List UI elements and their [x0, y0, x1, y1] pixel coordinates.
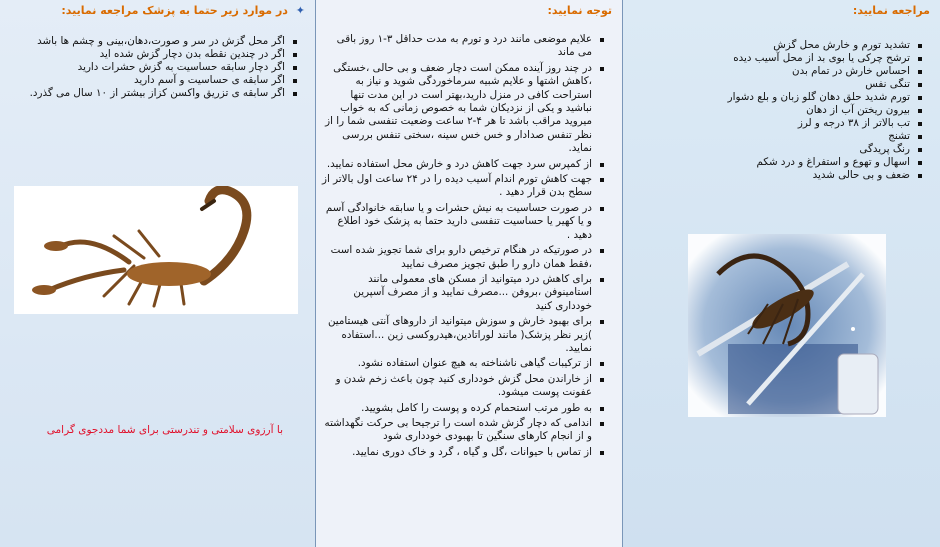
list-item: ترشح چرکی یا بوی بد از محل آسیب دیده — [629, 52, 922, 65]
list-item: اگر در چندین نقطه بدن دچار گزش شده اید — [6, 48, 297, 61]
list-item: اگر دچار سابقه حساسیت به گزش حشرات دارید — [6, 61, 297, 74]
scorpion-image — [14, 186, 298, 314]
scorpion-lab-image — [688, 234, 886, 417]
list-item: اندامی که دچار گزش شده است را ترجیحا بی حرکت نگهداشته و از انجام کارهای سنگین تا بهبودی خودداری شود — [322, 417, 604, 444]
farewell-message: با آرزوی سلامتی و تندرستی برای شما مددجوی گرامی — [46, 424, 283, 436]
list-item: از کمپرس سرد جهت کاهش درد و خارش محل استفاده نمایید. — [322, 158, 604, 171]
list-item: اگر سابقه ی تزریق واکسن کزاز بیشتر از ۱۰ سال می گذرد. — [6, 87, 297, 100]
list-item: اسهال و تهوع و استفراغ و درد شکم — [629, 156, 922, 169]
column-heading: توجه نمایید: — [547, 4, 612, 17]
symptom-list — [623, 39, 940, 182]
list-item: برای بهبود خارش و سوزش میتوانید از داروهای آنتی هیستامین )زیر نظر پزشک( مانند لوراتادین،هیدروکسی زین ...استفاده نمایید. — [322, 315, 604, 355]
list-item: تنگی نفس — [629, 78, 922, 91]
list-item: تشنج — [629, 130, 922, 143]
list-item: به طور مرتب استحمام کرده و پوست را کامل بشویید. — [322, 402, 604, 415]
list-item: تب بالاتر از ۳۸ درجه و لرز — [629, 117, 922, 130]
column-heading: مراجعه نمایید: — [852, 4, 930, 17]
condition-list — [0, 35, 315, 100]
star-icon: ✦ — [295, 4, 305, 17]
list-item: تشدید تورم و خارش محل گزش — [629, 39, 922, 52]
list-item: احساس خارش در تمام بدن — [629, 65, 922, 78]
column-attention — [315, 0, 622, 547]
list-item: از خاراندن محل گزش خودداری کنید چون باعث زخم شدن و عفونت پوست میشود. — [322, 373, 604, 400]
list-item: اگر سابقه ی حساسیت و آسم دارید — [6, 74, 297, 87]
list-item: در چند روز آینده ممکن است دچار ضعف و بی حالی ،خستگی ،کاهش اشتها و علایم شبیه سرماخوردگی شوید و نیاز به استراحت کافی در منزل دارید،بهتر است در این مدت تنها نباشید و یکی از نزدیکان شما به خصوص زمانی که به خواب میروید مراقب باشد تا هر ۴-۲ ساعت وضعیت تنفسی شما را از نظر تنفس صدادار و خس خس سینه ،سختی تنفس بررسی نماید. — [322, 62, 604, 156]
list-item: در صورت حساسیت به نیش حشرات و یا سابقه خانوادگی آسم و یا کهیر یا حساسیت تنفسی دارید حتما به پزشک خود اطلاع دهید . — [322, 202, 604, 242]
list-item: در صورتیکه در هنگام ترخیص دارو برای شما تجویز شده است ،فقط همان دارو را طبق تجویز مصرف نمایید — [322, 244, 604, 271]
advice-list — [316, 33, 622, 459]
list-item: تورم شدید حلق دهان گلو زبان و بلع دشوار — [629, 91, 922, 104]
list-item: جهت کاهش تورم اندام آسیب دیده را در ۲۴ ساعت اول بالاتر از سطح بدن قرار دهید . — [322, 173, 604, 200]
list-item: برای کاهش درد میتوانید از مسکن های معمولی مانند استامینوفن ،بروفن ...مصرف نمایید و از مصرف آسپرین خودداری کنید — [322, 273, 604, 313]
list-item: از ترکیبات گیاهی ناشناخته به هیچ عنوان استفاده نشود. — [322, 357, 604, 370]
list-item: رنگ پریدگی — [629, 143, 922, 156]
column-heading-text: در موارد زیر حتما به پزشک مراجعه نمایید: — [61, 4, 288, 17]
list-item: از تماس با حیوانات ،گل و گیاه ، گرد و خاک دوری نمایید. — [322, 446, 604, 459]
column-heading — [0, 0, 315, 17]
list-item: ضعف و بی حالی شدید — [629, 169, 922, 182]
list-item: اگر محل گزش در سر و صورت،دهان،بینی و چشم ها باشد — [6, 35, 297, 48]
list-item: علایم موضعی مانند درد و تورم به مدت حداقل ۳-۱ روز باقی می ماند — [322, 33, 604, 60]
list-item: بیرون ریختن آب از دهان — [629, 104, 922, 117]
